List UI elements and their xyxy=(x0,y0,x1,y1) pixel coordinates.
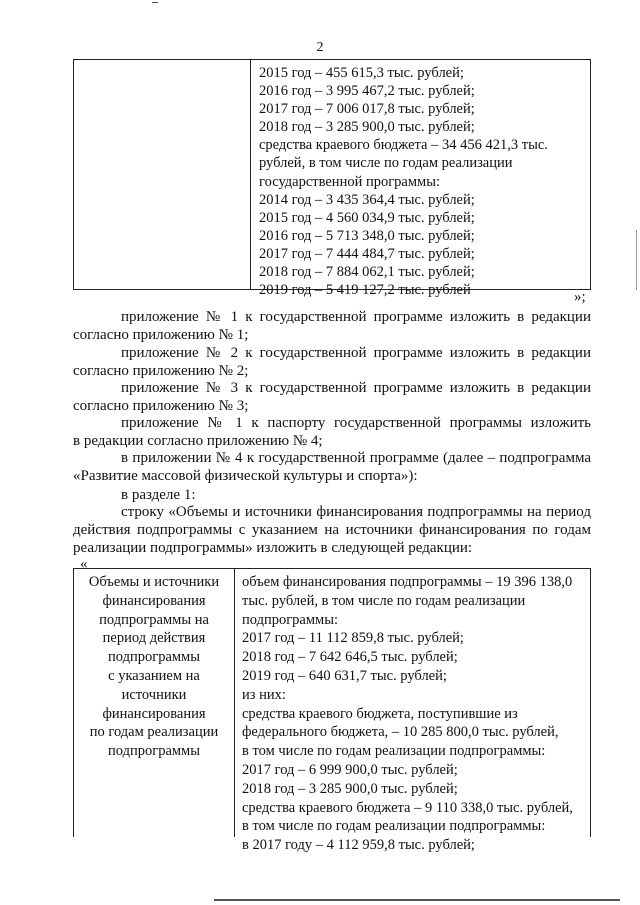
table-line: средства краевого бюджета, поступившие из xyxy=(242,705,518,722)
table-right-cell xyxy=(259,64,548,299)
paragraph-line: согласно приложению № 1; xyxy=(73,327,249,343)
paragraph-appendix-2 xyxy=(73,344,591,380)
table-line: Объемы и источники xyxy=(88,574,220,590)
table-line: с указанием на xyxy=(108,667,200,684)
paragraph-line: приложение № 1 к государственной программе изложить в редакции xyxy=(121,309,591,325)
table-line: подпрограммы: xyxy=(242,611,338,628)
table-line: государственной программы: xyxy=(259,173,440,190)
table-line: 2016 год – 3 995 467,2 тыс. рублей; xyxy=(259,83,475,100)
paragraph-line: действия подпрограммы с указанием на источники финансирования по годам xyxy=(73,522,591,538)
paragraph-line: в редакции согласно приложению № 4; xyxy=(73,433,323,449)
table-line: источники xyxy=(121,686,187,703)
table-line: 2019 год – 5 419 127,2 тыс. рублей xyxy=(259,282,471,299)
table-left-cell xyxy=(74,573,234,761)
table-line: в том числе по годам реализации подпрограммы: xyxy=(242,818,546,835)
paragraph-section xyxy=(73,486,591,504)
paragraph-line: согласно приложению № 2; xyxy=(73,363,249,379)
table-line: рублей, в том числе по годам реализации xyxy=(259,155,513,172)
table-line: период действия xyxy=(102,630,206,647)
paragraph-line: согласно приложению № 3; xyxy=(73,398,249,414)
scan-mark-top xyxy=(152,2,158,3)
table-line: подпрограммы xyxy=(108,649,200,666)
scan-mark-bottom xyxy=(214,899,620,901)
table-line: из них: xyxy=(242,686,286,703)
paragraph-line: в разделе 1: xyxy=(121,487,196,503)
table-line: финансирования xyxy=(102,705,206,722)
table-line: 2015 год – 455 615,3 тыс. рублей; xyxy=(259,65,464,81)
paragraph-line: «Развитие массовой физической культуры и спорта»): xyxy=(73,468,418,484)
funding-table xyxy=(73,568,591,854)
table-line: 2017 год – 7 006 017,8 тыс. рублей; xyxy=(259,101,475,118)
table-line: подпрограммы xyxy=(108,743,200,760)
paragraph-line: реализации подпрограммы» изложить в следующей редакции: xyxy=(73,540,473,556)
table-line: 2019 год – 640 631,7 тыс. рублей; xyxy=(242,667,447,684)
table-line: 2014 год – 3 435 364,4 тыс. рублей; xyxy=(259,191,475,208)
continued-table xyxy=(73,59,591,299)
table-line: 2015 год – 4 560 034,9 тыс. рублей; xyxy=(259,209,475,226)
closing-quote: »; xyxy=(574,289,586,305)
table-line: подпрограммы на xyxy=(99,611,209,628)
paragraph-appendix-3 xyxy=(73,379,591,415)
table-line: федерального бюджета, – 10 285 800,0 тыс. рублей, xyxy=(242,724,559,741)
table-line: 2018 год – 3 285 900,0 тыс. рублей; xyxy=(259,119,475,136)
table-column-divider xyxy=(250,60,251,289)
table-line: 2018 год – 7 642 646,5 тыс. рублей; xyxy=(242,649,458,666)
table-line: в 2017 году – 4 112 959,8 тыс. рублей; xyxy=(242,837,475,854)
page-number: 2 xyxy=(316,40,324,55)
table-line: 2017 год – 7 444 484,7 тыс. рублей; xyxy=(259,245,475,262)
table-line: финансирования xyxy=(102,592,206,609)
paragraph-line: приложение № 1 к паспорту государственной программы изложить xyxy=(121,415,591,431)
paragraph-subprogram xyxy=(73,449,591,485)
scan-mark-right xyxy=(636,230,637,290)
table-line: 2017 год – 6 999 900,0 тыс. рублей; xyxy=(242,761,458,778)
table-column-divider xyxy=(234,569,235,837)
table-line: 2018 год – 3 285 900,0 тыс. рублей; xyxy=(242,780,458,797)
opening-quote: « xyxy=(80,556,88,572)
paragraph-appendix-1 xyxy=(73,308,591,344)
table-line: тыс. рублей, в том числе по годам реализации xyxy=(242,592,526,609)
table-line: средства краевого бюджета – 34 456 421,3 тыс. xyxy=(259,137,548,154)
paragraph-passport-appendix xyxy=(73,414,591,450)
paragraph-line: приложение № 2 к государственной программе изложить в редакции xyxy=(121,345,591,361)
table-line: 2016 год – 5 713 348,0 тыс. рублей; xyxy=(259,227,475,244)
paragraph-row-replace xyxy=(73,503,591,557)
table-right-cell xyxy=(242,573,573,855)
table-line: 2017 год – 11 112 859,8 тыс. рублей; xyxy=(242,630,464,647)
paragraph-line: приложение № 3 к государственной программе изложить в редакции xyxy=(121,380,591,396)
table-line: в том числе по годам реализации подпрограммы: xyxy=(242,743,546,760)
paragraph-line: строку «Объемы и источники финансирования подпрограммы на период xyxy=(121,504,591,520)
table-line: объем финансирования подпрограммы – 19 396 138,0 xyxy=(242,574,573,590)
table-line: 2018 год – 7 884 062,1 тыс. рублей; xyxy=(259,264,475,281)
paragraph-line: в приложении № 4 к государственной программе (далее – подпрограмма xyxy=(121,450,591,466)
table-line: средства краевого бюджета – 9 110 338,0 тыс. рублей, xyxy=(242,799,573,816)
table-line: по годам реализации xyxy=(89,724,219,741)
